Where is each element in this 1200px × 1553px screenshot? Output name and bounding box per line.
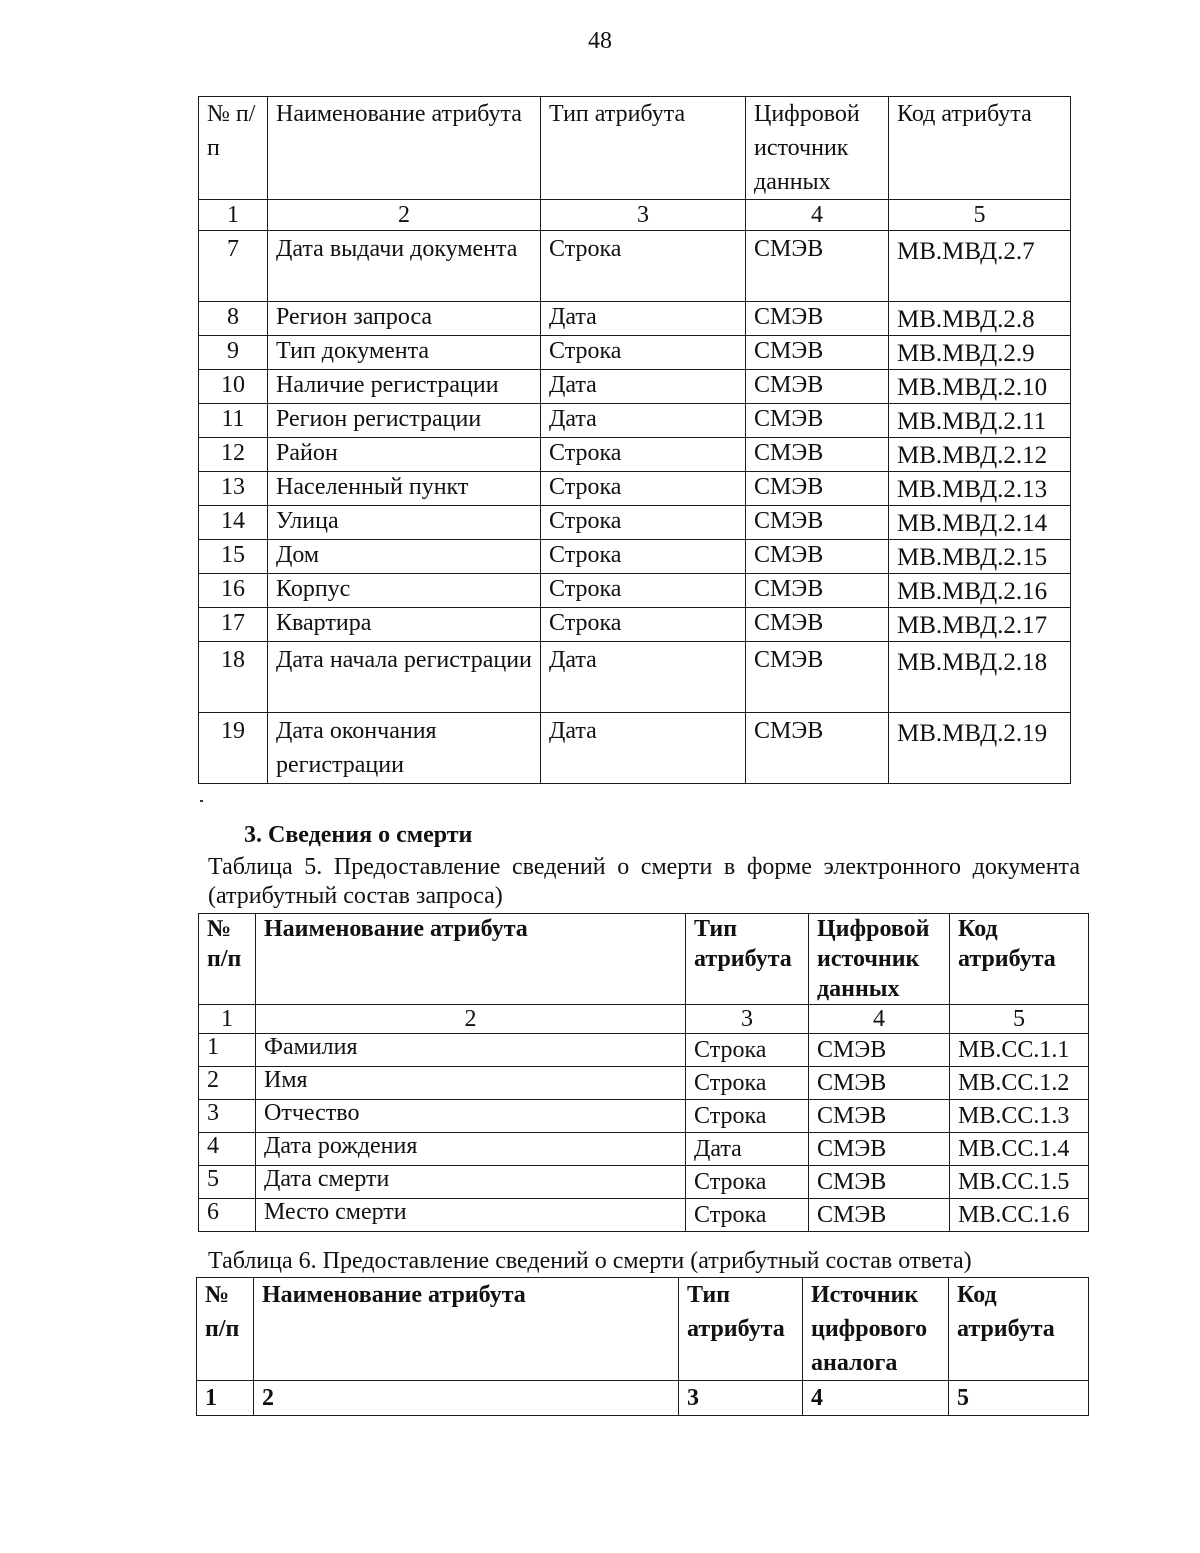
row-name: Дата рождения xyxy=(256,1133,686,1166)
header-source: Источник цифрового аналога xyxy=(803,1278,949,1381)
row-num: 7 xyxy=(199,231,268,302)
row-code: МВ.СС.1.4 xyxy=(950,1133,1089,1166)
index-cell: 5 xyxy=(949,1381,1089,1416)
index-cell: 2 xyxy=(256,1005,686,1034)
row-source: СМЭВ xyxy=(746,713,889,784)
row-code: МВ.СС.1.1 xyxy=(950,1034,1089,1067)
index-cell: 3 xyxy=(686,1005,809,1034)
row-code: МВ.МВД.2.19 xyxy=(889,713,1071,784)
table-row xyxy=(199,574,1071,608)
row-name: Корпус xyxy=(268,574,541,608)
row-type: Строка xyxy=(541,438,746,472)
column-index-row xyxy=(197,1381,1089,1416)
row-name: Дата смерти xyxy=(256,1166,686,1199)
table-row xyxy=(199,713,1071,784)
header-code: Код атрибута xyxy=(950,914,1089,1005)
row-name: Район xyxy=(268,438,541,472)
table-row xyxy=(199,336,1071,370)
index-cell: 1 xyxy=(199,1005,256,1034)
row-num: 13 xyxy=(199,472,268,506)
row-type: Дата xyxy=(541,404,746,438)
table-row xyxy=(199,608,1071,642)
table-row xyxy=(199,302,1071,336)
row-code: МВ.МВД.2.8 xyxy=(889,302,1071,336)
row-source: СМЭВ xyxy=(746,540,889,574)
index-cell: 4 xyxy=(746,200,889,231)
row-type: Дата xyxy=(541,642,746,713)
row-source: СМЭВ xyxy=(746,336,889,370)
header-type: Тип атрибута xyxy=(679,1278,803,1381)
row-type: Строка xyxy=(541,540,746,574)
death-response-table xyxy=(196,1277,1089,1416)
row-name: Дом xyxy=(268,540,541,574)
row-source: СМЭВ xyxy=(809,1199,950,1232)
index-cell: 1 xyxy=(197,1381,254,1416)
row-name: Дата окончания регистрации xyxy=(268,713,541,784)
column-index-row xyxy=(199,1005,1089,1034)
index-cell: 2 xyxy=(268,200,541,231)
header-source: Цифровой источник данных xyxy=(809,914,950,1005)
row-type: Строка xyxy=(686,1034,809,1067)
row-name: Населенный пункт xyxy=(268,472,541,506)
row-name: Тип документа xyxy=(268,336,541,370)
attributes-table-continued xyxy=(198,96,1071,784)
row-num: 10 xyxy=(199,370,268,404)
index-cell: 4 xyxy=(809,1005,950,1034)
row-source: СМЭВ xyxy=(746,438,889,472)
row-num: 5 xyxy=(199,1166,256,1199)
row-num: 18 xyxy=(199,642,268,713)
row-num: 12 xyxy=(199,438,268,472)
row-source: СМЭВ xyxy=(746,608,889,642)
index-cell: 2 xyxy=(254,1381,679,1416)
table-header-row xyxy=(197,1278,1089,1381)
table-header-row xyxy=(199,914,1089,1005)
table6-caption: Таблица 6. Предоставление сведений о смерти (атрибутный состав ответа) xyxy=(208,1248,972,1274)
table-row xyxy=(199,1166,1089,1199)
row-type: Дата xyxy=(541,302,746,336)
header-name: Наименование атрибута xyxy=(268,97,541,200)
table-row xyxy=(199,506,1071,540)
row-name: Наличие регистрации xyxy=(268,370,541,404)
row-code: МВ.МВД.2.18 xyxy=(889,642,1071,713)
row-type: Строка xyxy=(541,336,746,370)
row-source: СМЭВ xyxy=(746,302,889,336)
column-index-row xyxy=(199,200,1071,231)
row-type: Дата xyxy=(541,370,746,404)
row-type: Строка xyxy=(686,1100,809,1133)
row-code: МВ.МВД.2.16 xyxy=(889,574,1071,608)
row-name: Регион запроса xyxy=(268,302,541,336)
row-type: Строка xyxy=(541,231,746,302)
table-row xyxy=(199,1199,1089,1232)
row-code: МВ.МВД.2.9 xyxy=(889,336,1071,370)
index-cell: 5 xyxy=(889,200,1071,231)
row-num: 16 xyxy=(199,574,268,608)
row-source: СМЭВ xyxy=(809,1034,950,1067)
header-code: Код атрибута xyxy=(889,97,1071,200)
row-code: МВ.МВД.2.15 xyxy=(889,540,1071,574)
row-num: 3 xyxy=(199,1100,256,1133)
row-code: МВ.СС.1.3 xyxy=(950,1100,1089,1133)
row-source: СМЭВ xyxy=(809,1100,950,1133)
row-type: Строка xyxy=(541,506,746,540)
row-num: 1 xyxy=(199,1034,256,1067)
row-code: МВ.МВД.2.12 xyxy=(889,438,1071,472)
index-cell: 4 xyxy=(803,1381,949,1416)
header-source: Цифровой источник данных xyxy=(746,97,889,200)
table-row xyxy=(199,642,1071,713)
row-name: Фамилия xyxy=(256,1034,686,1067)
row-source: СМЭВ xyxy=(746,472,889,506)
row-type: Строка xyxy=(686,1166,809,1199)
row-code: МВ.СС.1.2 xyxy=(950,1067,1089,1100)
table-header-row xyxy=(199,97,1071,200)
table-row xyxy=(199,231,1071,302)
row-name: Место смерти xyxy=(256,1199,686,1232)
table-row xyxy=(199,404,1071,438)
row-type: Строка xyxy=(686,1199,809,1232)
table-row xyxy=(199,370,1071,404)
index-cell: 3 xyxy=(541,200,746,231)
index-cell: 3 xyxy=(679,1381,803,1416)
row-source: СМЭВ xyxy=(809,1067,950,1100)
row-source: СМЭВ xyxy=(746,506,889,540)
scan-speck xyxy=(200,800,203,802)
row-source: СМЭВ xyxy=(746,231,889,302)
row-name: Дата выдачи документа xyxy=(268,231,541,302)
row-type: Строка xyxy=(686,1067,809,1100)
row-code: МВ.МВД.2.11 xyxy=(889,404,1071,438)
row-num: 8 xyxy=(199,302,268,336)
row-num: 11 xyxy=(199,404,268,438)
row-name: Улица xyxy=(268,506,541,540)
row-name: Отчество xyxy=(256,1100,686,1133)
row-type: Дата xyxy=(686,1133,809,1166)
row-name: Регион регистрации xyxy=(268,404,541,438)
row-type: Строка xyxy=(541,608,746,642)
row-num: 19 xyxy=(199,713,268,784)
row-name: Имя xyxy=(256,1067,686,1100)
row-source: СМЭВ xyxy=(809,1166,950,1199)
header-name: Наименование атрибута xyxy=(254,1278,679,1381)
row-name: Дата начала регистрации xyxy=(268,642,541,713)
row-code: МВ.СС.1.6 xyxy=(950,1199,1089,1232)
header-num: № п/п xyxy=(197,1278,254,1381)
row-num: 14 xyxy=(199,506,268,540)
table-row xyxy=(199,472,1071,506)
row-source: СМЭВ xyxy=(746,404,889,438)
header-code: Код атрибута xyxy=(949,1278,1089,1381)
header-num: № п/п xyxy=(199,914,256,1005)
table-row xyxy=(199,1133,1089,1166)
row-num: 17 xyxy=(199,608,268,642)
row-num: 4 xyxy=(199,1133,256,1166)
row-code: МВ.МВД.2.17 xyxy=(889,608,1071,642)
header-name: Наименование атрибута xyxy=(256,914,686,1005)
table-row xyxy=(199,438,1071,472)
table-row xyxy=(199,1034,1089,1067)
row-code: МВ.МВД.2.10 xyxy=(889,370,1071,404)
section-heading: 3. Сведения о смерти xyxy=(244,822,473,848)
table5-caption: Таблица 5. Предоставление сведений о смерти в форме электронного документа (атрибутный состав запроса) xyxy=(208,854,1080,909)
row-code: МВ.МВД.2.13 xyxy=(889,472,1071,506)
index-cell: 1 xyxy=(199,200,268,231)
header-type: Тип атрибута xyxy=(686,914,809,1005)
row-num: 15 xyxy=(199,540,268,574)
page-number: 48 xyxy=(588,28,612,54)
row-num: 6 xyxy=(199,1199,256,1232)
row-code: МВ.СС.1.5 xyxy=(950,1166,1089,1199)
row-source: СМЭВ xyxy=(746,574,889,608)
row-code: МВ.МВД.2.14 xyxy=(889,506,1071,540)
row-source: СМЭВ xyxy=(746,642,889,713)
header-type: Тип атрибута xyxy=(541,97,746,200)
row-type: Строка xyxy=(541,574,746,608)
row-name: Квартира xyxy=(268,608,541,642)
row-type: Дата xyxy=(541,713,746,784)
table-row xyxy=(199,1067,1089,1100)
table-row xyxy=(199,540,1071,574)
index-cell: 5 xyxy=(950,1005,1089,1034)
header-num: № п/п xyxy=(199,97,268,200)
row-num: 9 xyxy=(199,336,268,370)
row-source: СМЭВ xyxy=(809,1133,950,1166)
row-code: МВ.МВД.2.7 xyxy=(889,231,1071,302)
row-source: СМЭВ xyxy=(746,370,889,404)
death-request-table xyxy=(198,913,1089,1232)
row-num: 2 xyxy=(199,1067,256,1100)
row-type: Строка xyxy=(541,472,746,506)
table-row xyxy=(199,1100,1089,1133)
